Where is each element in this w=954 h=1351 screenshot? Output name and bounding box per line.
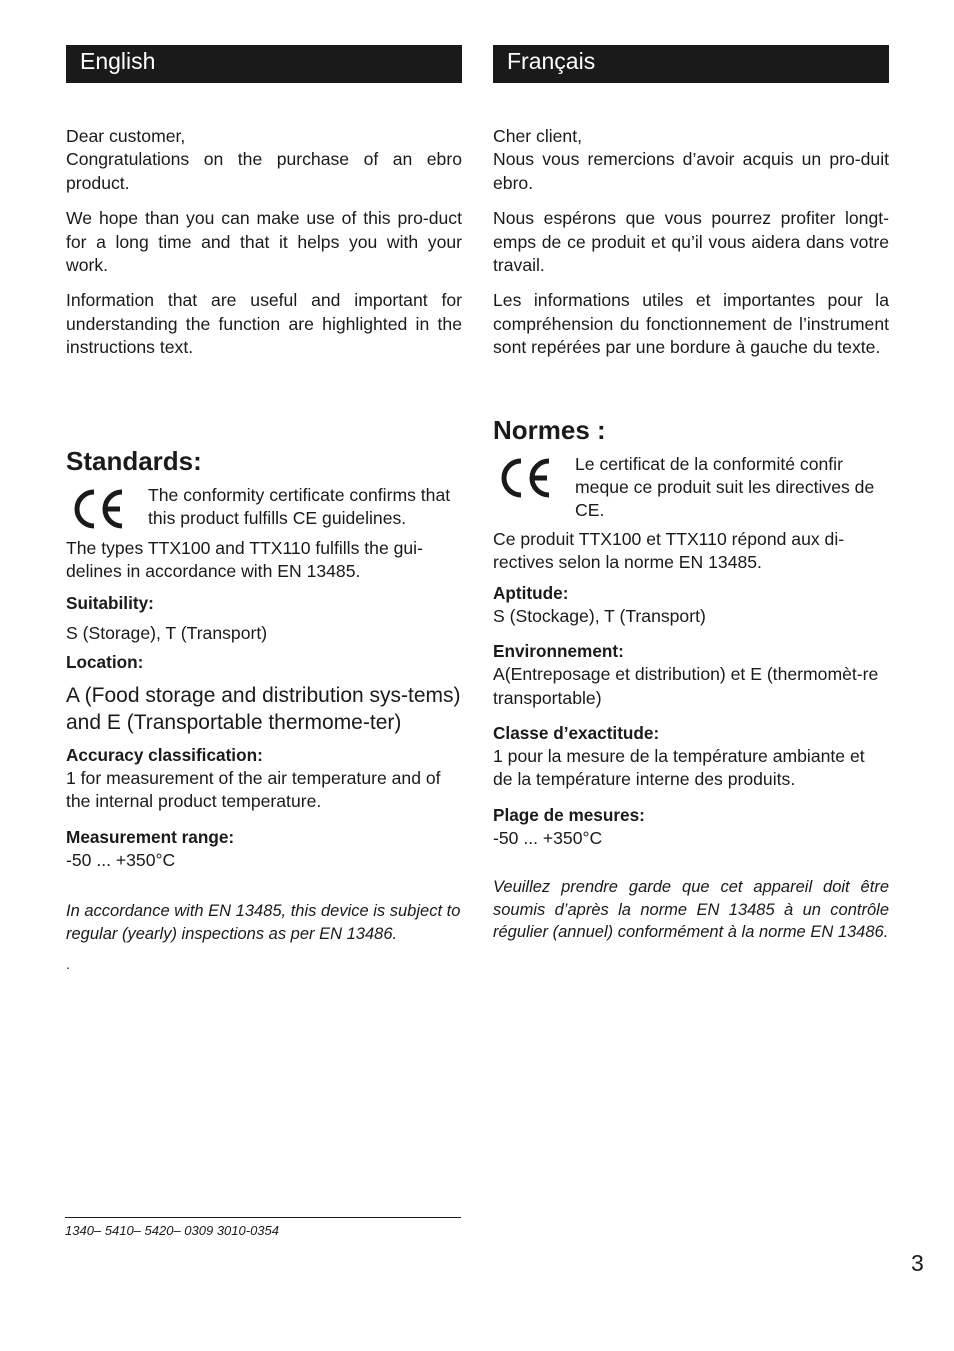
language-header-french: Français: [493, 45, 889, 83]
suitability-label: Aptitude:: [493, 582, 569, 603]
salutation: Dear customer,: [66, 126, 186, 146]
range-label: Plage de mesures:: [493, 804, 645, 825]
standards-heading: Standards:: [66, 445, 202, 476]
stray-dot: .: [66, 956, 70, 973]
intro-paragraph: We hope than you can make use of this pro-duct for a long time and that it helps you with your work.: [66, 208, 462, 276]
types-text: The types TTX100 and TTX110 fulfills the gui-delines in accordance with EN 13485.: [66, 537, 423, 582]
intro-section: [66, 125, 462, 360]
salutation: Cher client,: [493, 126, 582, 146]
document-code: 1340– 5410– 5420– 0309 3010-0354: [65, 1223, 279, 1238]
ce-text: The conformity certificate confirms that this product fulfills CE guidelines.: [148, 484, 451, 529]
suitability-value: S (Stockage), T (Transport): [493, 605, 706, 626]
english-column: [66, 45, 462, 977]
intro-paragraph: Congratulations on the purchase of an ebro product.: [66, 149, 462, 193]
location-label: Environnement:: [493, 641, 624, 662]
accuracy-label: Classe d’exactitude:: [493, 722, 660, 743]
intro-paragraph: Nous espérons que vous pourrez profiter longt-emps de ce produit et qu’il vous aidera dans votre travail.: [493, 208, 889, 276]
inspection-note: In accordance with EN 13485, this device is subject to regular (yearly) inspections as per EN 13486.: [66, 902, 461, 943]
location-label: Location:: [66, 651, 144, 672]
intro-section: [493, 125, 889, 360]
french-column: [493, 45, 889, 944]
accuracy-label: Accuracy classification:: [66, 744, 263, 765]
ce-statement: [66, 484, 462, 532]
suitability-value: S (Storage), T (Transport): [66, 623, 268, 644]
standards-heading: Normes :: [493, 414, 606, 445]
accuracy-value: 1 pour la mesure de la température ambiante et de la température interne des produits.: [493, 745, 865, 790]
ce-mark-icon: [493, 455, 563, 501]
location-value: A (Food storage and distribution sys-tems) and E (Transportable thermome-ter): [66, 683, 461, 734]
ce-mark-icon: [66, 486, 136, 532]
range-value: -50 ... +350°C: [493, 827, 603, 848]
language-header-english: English: [66, 45, 462, 83]
range-label: Measurement range:: [66, 826, 235, 847]
intro-paragraph: Nous vous remercions d’avoir acquis un pro-duit ebro.: [493, 149, 889, 193]
suitability-label: Suitability:: [66, 593, 154, 614]
intro-paragraph: Information that are useful and important for understanding the function are highlighted in the instructions text.: [66, 290, 462, 358]
footer-divider: [65, 1217, 461, 1218]
page-number: 3: [911, 1250, 924, 1276]
types-text: Ce produit TTX100 et TTX110 répond aux di-rectives selon la norme EN 13485.: [493, 528, 845, 573]
range-value: -50 ... +350°C: [66, 849, 176, 870]
ce-text: Le certificat de la conformité confir meque ce produit suit les directives de CE.: [575, 453, 875, 521]
accuracy-value: 1 for measurement of the air temperature and of the internal product temperature.: [66, 767, 441, 812]
inspection-note: Veuillez prendre garde que cet appareil doit être soumis d’après la norme EN 13485 à un contrôle régulier (annuel) conformément à la norme EN 13486.: [493, 878, 889, 942]
intro-paragraph: Les informations utiles et importantes pour la compréhension du fonctionnement de l’instrument sont repérées par une bordure à gauche du texte.: [493, 290, 889, 358]
location-value: A(Entreposage et distribution) et E (thermomèt-re transportable): [493, 664, 879, 708]
ce-statement: [493, 453, 889, 523]
